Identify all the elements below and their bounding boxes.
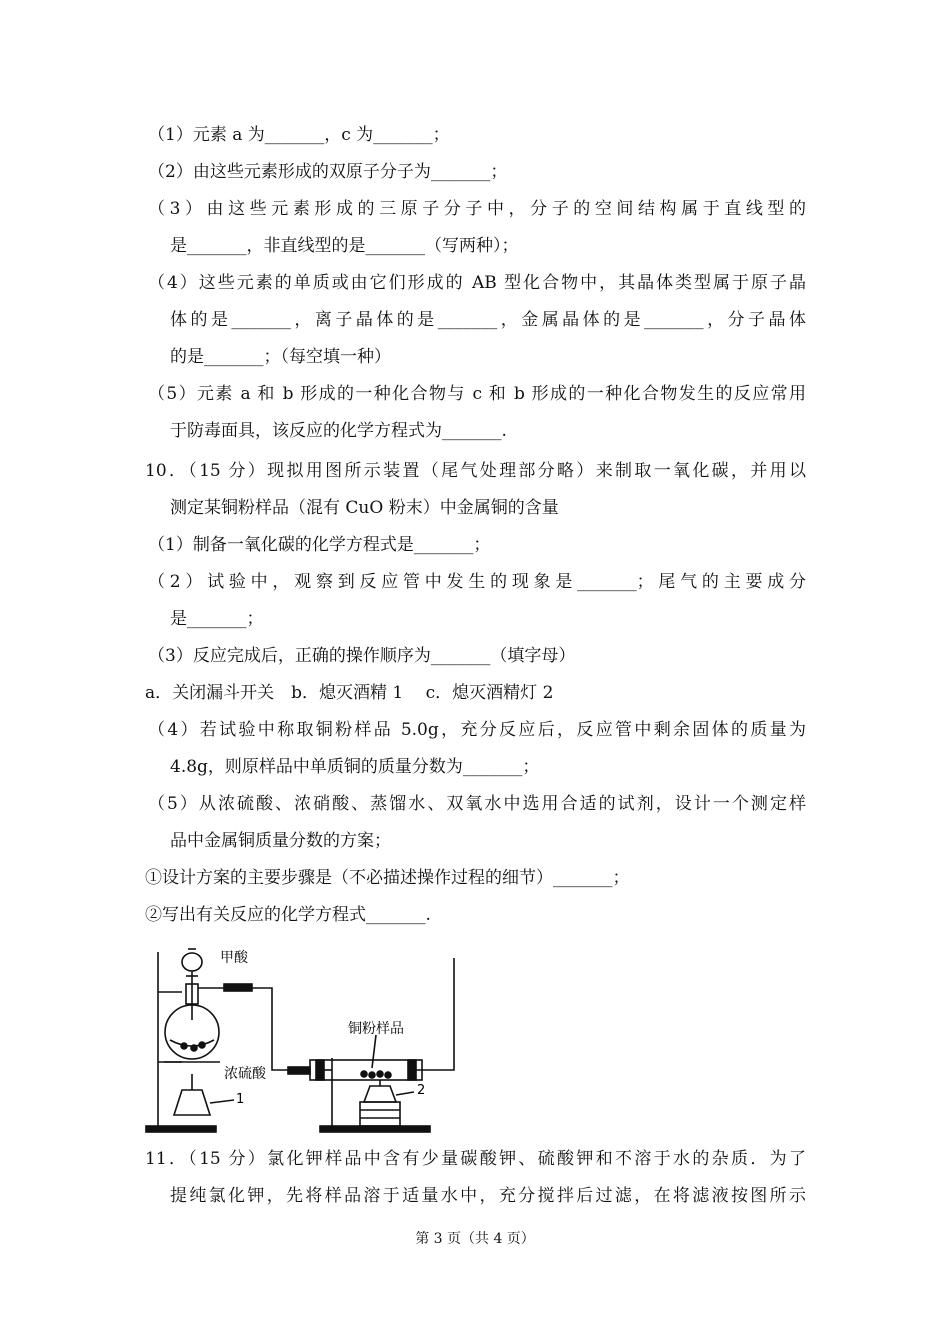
lamp-2-pointer [396,1092,414,1095]
flask-chip [199,1042,205,1048]
q9-part1: （1）元素 a 为_______，c 为_______； [148,125,450,145]
q9-part4-line3: 的是_______；（每空填一种） [170,347,391,367]
support-block [360,1102,400,1126]
q10-stem-line2: 测定某铜粉样品（混有 CuO 粉末）中金属铜的含量 [170,498,559,518]
apparatus-figure [144,940,464,1136]
q10-part3-options: a．关闭漏斗开关 b．熄灭酒精 1 c．熄灭酒精灯 2 [145,683,554,703]
gas-tube [252,988,288,1070]
stand-base-right [320,1126,430,1132]
rubber-hose-1 [224,984,252,991]
label-lamp-2: 2 [417,1083,426,1098]
lamp-1-pointer [210,1100,234,1103]
flask-chip [181,1043,187,1049]
q9-part4-line1: （4）这些元素的单质或由它们形成的 AB 型化合物中，其晶体类型属于原子晶 [148,273,806,293]
stand-base-left [146,1126,216,1132]
q9-part5-line2: 于防毒面具，该反应的化学方程式为_______. [170,421,507,441]
q10-part2-line2: 是_______； [170,609,264,629]
sample-particle [377,1071,383,1077]
label-lamp-1: 1 [236,1092,245,1107]
label-formic-acid: 甲酸 [220,950,248,966]
q9-part2: （2）由这些元素形成的双原子分子为_______； [148,162,508,182]
exhaust-tube [416,958,454,1070]
q10-part2-line1: （2）试验中，观察到反应管中发生的现象是_______；尾气的主要成分 [148,572,806,592]
q10-part4-line1: （4）若试验中称取铜粉样品 5.0g，充分反应后，反应管中剩余固体的质量为 [148,720,806,740]
q10-part4-line2: 4.8g，则原样品中单质铜的质量分数为_______； [170,757,540,777]
q10-part1: （1）制备一氧化碳的化学方程式是_______； [148,535,491,555]
tube-stopper-right [408,1060,416,1080]
page-footer: 第 3 页（共 4 页） [415,1231,535,1247]
q11-stem-line1: 11．（15 分）氯化钾样品中含有少量碳酸钾、硫酸钾和不溶于水的杂质．为了 [145,1149,806,1169]
q10-part5-step2: ②写出有关反应的化学方程式_______. [145,905,431,925]
q9-part3-line2: 是_______，非直线型的是_______（写两种）； [170,236,519,256]
sample-pointer [372,1035,376,1068]
tube-stopper-left [316,1060,324,1080]
q10-part5-step1: ①设计方案的主要步骤是（不必描述操作过程的细节）_______； [145,868,630,888]
q11-stem-line2: 提纯氯化钾，先将样品溶于适量水中，充分搅拌后过滤，在将滤液按图所示 [170,1186,806,1206]
q9-part3-line1: （3）由这些元素形成的三原子分子中，分子的空间结构属于直线型的 [148,199,806,219]
q10-part5-line1: （5）从浓硫酸、浓硝酸、蒸馏水、双氧水中选用合适的试剂，设计一个测定样 [148,794,806,814]
flask-chip [191,1045,197,1051]
q10-part3: （3）反应完成后，正确的操作顺序为_______（填字母） [148,646,576,666]
sample-particle [361,1071,367,1077]
sample-particle [369,1072,375,1078]
alcohol-lamp-2 [364,1086,396,1102]
sample-particle [385,1072,391,1078]
alcohol-lamp-1 [174,1090,210,1115]
label-conc-sulfuric: 浓硫酸 [224,1066,266,1082]
funnel-bulb [182,953,202,971]
q9-part5-line1: （5）元素 a 和 b 形成的一种化合物与 c 和 b 形成的一种化合物发生的反应常用 [148,384,806,404]
label-copper-sample: 铜粉样品 [348,1021,404,1037]
q9-part4-line2: 体的是_______，离子晶体的是_______，金属晶体的是_______，分子晶体 [170,310,806,330]
rubber-hose-2 [288,1067,310,1074]
q10-part5-line2: 品中金属铜质量分数的方案； [170,831,391,851]
q10-stem-line1: 10．（15 分）现拟用图所示装置（尾气处理部分略）来制取一氧化碳，并用以 [145,461,806,481]
